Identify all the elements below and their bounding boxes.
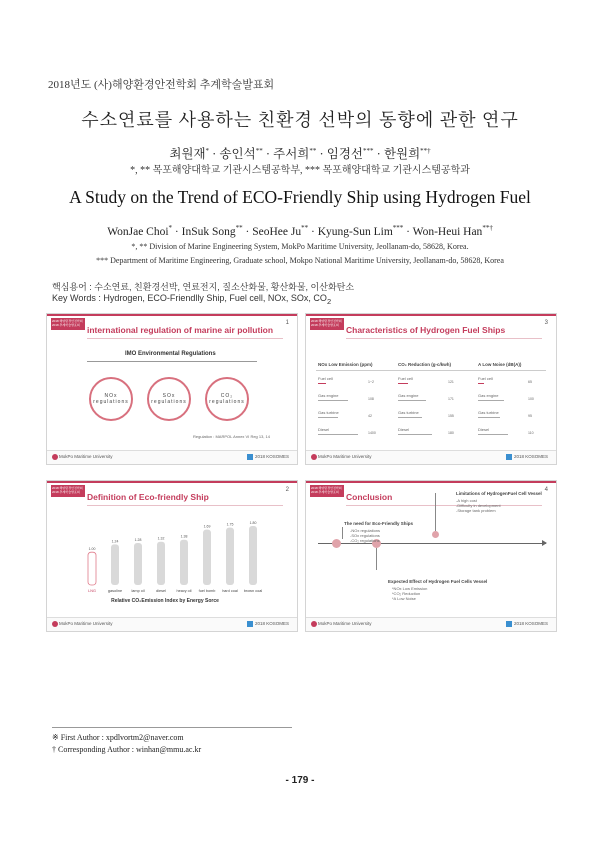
data-label: 1.80 [249,520,257,525]
data-label: 1.32 [157,536,165,541]
row-value: 1400 [368,431,376,435]
row-label: Fuel cell [318,376,333,381]
slide-1 [46,313,298,465]
slide-tag: 2018 해양환경안전학회 2018 추계학술발표회 [310,485,344,497]
tick-label: gasoline [107,589,123,593]
data-label: 1.28 [134,538,142,543]
data-label: 1.75 [226,522,234,527]
tick-label: LNG [88,589,96,593]
row-value: 65 [528,380,532,384]
bar-gasoline [111,544,119,585]
keywords-korean-label: 핵심용어 [52,282,87,292]
co2-emission-chart [47,505,297,610]
row-label: Gas engine [398,393,419,398]
conference-logo-icon [506,454,512,460]
tick-label: heavy oil [176,589,192,593]
data-label: 1.69 [203,524,211,529]
data-label: 1.38 [180,534,188,539]
bar-hard-coal [226,528,234,585]
value-bar [318,383,326,384]
university-logo-icon [311,454,317,460]
row-label: Diesel [318,427,330,432]
column-header-nox: NOx Low Emission (ppm) [318,362,373,367]
university-logo-icon [311,621,317,627]
conference-logo-icon [506,621,512,627]
slide-title: Definition of Eco-friendly Ship [87,492,209,502]
tick-label: diesel [156,589,166,593]
data-label: 1.00 [88,547,96,552]
co2-circle: CO₂ regulations [205,377,249,421]
conference-logo-icon [247,621,253,627]
authors-korean: 최원재* · 송인석** · 주서희** · 임경선*** · 한원희**† [169,146,431,161]
keywords-english: Key Words : Hydrogen, ECO-Friendlly Ship, Fuel cell, NOx, SOx, $CO_2$ [52,293,332,306]
need-title: The need for Eco-Friendly Ships [344,521,414,526]
data-label: 1.24 [111,539,119,544]
footnote-corresponding-author: † Corresponding Author : winhan@mmu.ac.kr [52,745,202,754]
tick-label: lamp oil [131,589,145,593]
value-bar [398,417,422,418]
affiliation-english-1: *, ** Division of Marine Engineering System, MokPo Maritime University, Jeollanam-do, 58628, Korea. [131,242,469,251]
chart-title: Relative CO₂Emission Index by Energy Sorce [111,598,219,604]
bar-brown-coal [249,526,257,585]
column-header-co2: CO₂ Reduction (g-c/kwh) [398,362,451,367]
tick-label: fuel bomb [198,589,216,593]
row-value: 108 [368,397,374,401]
slide-footer: MokPo Maritime University 2018 KOSOMES [47,450,297,464]
footnote-rule [52,727,292,728]
expected-effect-title: Expected Effect of Hydrogen Fuel Cells Vessel [388,579,488,584]
row-label: Gas turbine [318,410,339,415]
slide-tag: 2018 해양환경안전학회 2018 추계학술발표회 [51,318,85,330]
timeline-node [432,531,439,538]
arrow-head-icon [542,540,547,546]
value-bar [398,400,426,401]
row-value: 100 [528,397,534,401]
slide-footer: MokPo Maritime University 2018 KOSOMES [306,450,556,464]
row-label: Gas turbine [398,410,419,415]
slide-number: 1 [285,320,289,326]
keywords-english-label: Key Words [52,293,96,303]
regulation-source: Regulation : MARPOL Annex VI Reg 13, 14 [193,434,271,439]
slide-footer: MokPo Maritime University 2018 KOSOMES [306,617,556,631]
timeline-node [332,539,341,548]
row-label: Fuel cell [478,376,493,381]
value-bar [318,400,348,401]
keywords-korean: 핵심용어 : 수소연료, 친환경선박, 연료전지, 질소산화물, 황산화물, 이산화탄소 [52,282,355,292]
column-header-noise: A Low Noise (dB(A)) [478,362,522,367]
affiliation-english-2: *** Department of Maritime Engineering, Graduate school, Mokpo National Maritime University, Jeollanam-do, 58628, Korea [96,256,504,265]
row-label: Gas engine [318,393,339,398]
slide-2 [46,480,298,632]
row-label: Gas engine [478,393,499,398]
slide-title: international regulation of marine air pollution [87,325,274,335]
slide-tag: 2018 해양환경안전학회 2018 추계학술발표회 [310,318,344,330]
paper-title-korean: 수소연료를 사용하는 친환경 선박의 동향에 관한 연구 [81,110,519,130]
slide-tag: 2018 해양환경안전학회 2018 추계학술발표회 [51,485,85,497]
bar-diesel [157,542,165,585]
university-logo-icon [52,621,58,627]
row-label: Gas turbine [478,410,499,415]
value-bar [478,383,484,384]
tick-label: hard coal [222,589,238,593]
university-logo-icon [52,454,58,460]
slide-subtitle: IMO Environmental Regulations [125,351,216,357]
limitations-title: Limitations of HydrogenFuel Cell Vessel [456,491,542,496]
slide-3 [305,313,557,465]
value-bar [478,434,508,435]
footnote-first-author: ※ First Author : xpdlvortm2@naver.com [52,733,184,742]
value-bar [318,417,338,418]
row-value: 121 [448,380,454,384]
slide-number: 3 [544,320,548,326]
bar-heavy-oil [180,540,188,585]
page-number: - 179 - [285,775,315,786]
paper-title-english: A Study on the Trend of ECO-Friendly Ship using Hydrogen Fuel [69,187,531,207]
row-label: Fuel cell [398,376,413,381]
slide-title: Conclusion [346,492,393,502]
row-label: Diesel [398,427,410,432]
value-bar [478,400,504,401]
row-value: 42 [368,414,372,418]
row-value: 155 [448,414,454,418]
conference-logo-icon [247,454,253,460]
bar-fuel-bomb [203,530,211,585]
slide-4: 2018 해양환경안전학회 2018 추계학술발표회 Conclusion 4 Limitations of HydrogenFuel Cell Vessel -A high cost -Difficulty in development -Storage tank problem The need for Eco-Friendly Ships -NOx regulations -SOx regulations -CO₂ regulations Expected Effect of Hydrogen Fuel Cells Vessel *NOx Low Emission *CO₂ Reduction *A Low Noise MokPo Maritime University 2018 KOSOMES [305,480,557,632]
value-bar [318,434,358,435]
authors-english: WonJae Choi* · InSuk Song** · SeoHee Ju** · Kyung-Sun Lim*** · Won-Heui Han**† [107,224,493,238]
value-bar [398,383,408,384]
row-value: 1~2 [368,380,374,384]
affiliation-korean: *, ** 목포해양대학교 기관시스템공학부, *** 목포해양대학교 기관시스템공학과 [130,165,470,176]
bar-lamp-oil [134,543,142,585]
row-value: 95 [528,414,532,418]
bar-lng [88,552,96,585]
row-label: Diesel [478,427,490,432]
value-bar [398,434,432,435]
slide-footer: MokPo Maritime University 2018 KOSOMES [47,617,297,631]
conference-header: 2018년도 (사)해양환경안전학회 추계학술발표회 [48,79,275,91]
row-value: 171 [448,397,454,401]
timeline-arrow [318,543,546,544]
slide-title: Characteristics of Hydrogen Fuel Ships [346,325,506,335]
nox-circle: NOx regulations [89,377,133,421]
row-value: 180 [448,431,454,435]
row-value: 110 [528,431,534,435]
slide-number: 4 [544,487,548,493]
sox-circle: SOx regulations [147,377,191,421]
slide-number: 2 [285,487,289,493]
tick-label: brown coal [243,589,263,593]
value-bar [478,417,500,418]
